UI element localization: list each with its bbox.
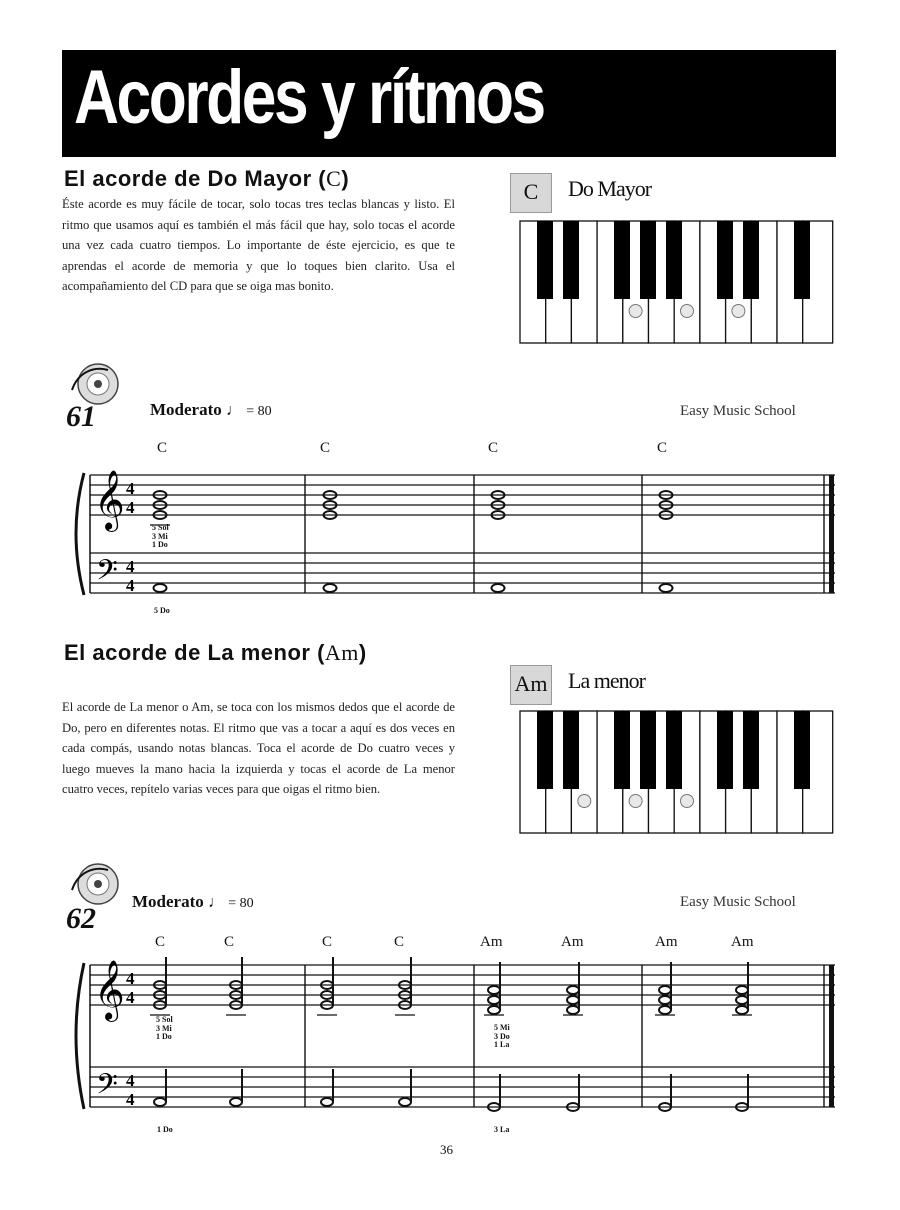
time-sig-top: 4: [126, 557, 135, 576]
track-number: 62: [66, 902, 96, 935]
time-sig-top: 4: [126, 479, 135, 498]
chord-box-label: Am: [514, 671, 548, 696]
staff-lines: [90, 475, 835, 593]
chord-symbol-box: [510, 665, 552, 705]
fingering-line: 3 Do: [494, 1031, 510, 1041]
chord-label: Am: [561, 934, 584, 950]
fingering-bass: 1 Do: [157, 1125, 173, 1134]
brace: [76, 963, 84, 1109]
time-sig-bottom: 4: [126, 988, 135, 1007]
section-body-text: El acorde de La menor o Am, se toca con los mismos dedos que el acorde de Do, pero en diferentes notas. El ritmo que vas a tocar a aquí es dos veces en cada compás, usando notas blancas. Toca el acorde de Do cuatro veces y luego mueves la mano hacia la izquierda y tocas el acorde de La menor cuatro veces, repítelo varias veces para que oigas el ritmo bien.: [62, 700, 455, 796]
section-title-la-menor: El acorde de La menor (Am): [64, 640, 367, 665]
chord-label: C: [322, 934, 333, 950]
fingering-line: 1 La: [494, 1040, 510, 1049]
chord-label: C: [394, 934, 405, 950]
piano-keyboard: [519, 710, 834, 834]
chord-label: C: [224, 934, 235, 950]
fingering-line: 3 Mi: [152, 531, 168, 541]
chord-label: Am: [731, 934, 754, 950]
fingering-bass: 3 La: [494, 1125, 510, 1134]
fingering-treble: [152, 524, 184, 550]
section-chord-symbol: C: [326, 166, 342, 191]
bar-lines: [305, 475, 824, 593]
page-title-bar: [62, 50, 836, 157]
chord-box-label: C: [523, 179, 539, 204]
final-barline: [829, 965, 834, 1107]
fingering-line: 5 Sol: [156, 1015, 173, 1024]
half-note-chords: [150, 957, 752, 1111]
chord-label: C: [488, 440, 499, 456]
bass-clef: 𝄢: [96, 1068, 118, 1108]
section-chord-symbol: Am: [324, 640, 359, 665]
chord-label: C: [155, 934, 166, 950]
whole-note-chords: [150, 491, 673, 592]
time-sig-bottom: 4: [126, 1090, 135, 1109]
fingering-line: 1 Do: [152, 540, 168, 549]
chord-name: Do Mayor: [568, 176, 652, 201]
tempo-marking: Moderato ♩ = 80: [132, 892, 254, 911]
chord-symbol-box: [510, 173, 552, 213]
treble-clef: 𝄞: [94, 960, 125, 1020]
fingering-line: 3 Mi: [156, 1023, 172, 1033]
credit-text: Easy Music School: [680, 894, 796, 910]
tempo-bpm: = 80: [246, 404, 272, 419]
chord-label: C: [657, 440, 668, 456]
tempo-marking: Moderato ♩ = 80: [150, 400, 272, 419]
page-title: Acordes y rítmos: [74, 55, 544, 140]
time-sig-top: 4: [126, 969, 135, 988]
tempo-bpm: = 80: [228, 896, 254, 911]
fingering-line: 5 Sol: [152, 523, 169, 532]
fingering-treble: [156, 1016, 190, 1042]
credit-text: Easy Music School: [680, 403, 796, 419]
tempo-label: Moderato: [132, 892, 204, 911]
section-title-do-mayor: El acorde de Do Mayor (C): [64, 166, 350, 191]
bass-clef: 𝄢: [96, 554, 118, 594]
brace: [76, 473, 84, 595]
piano-keyboard: [519, 220, 834, 344]
section-body-text: Éste acorde es muy fácile de tocar, solo tocas tres teclas blancas y listo. El ritmo que usamos aquí es también el más fácil que hay, solo tocas el acorde una vez cada cuatro tiempos. Lo importante de éste ejercicio, es que te aprendas el acorde de memoria y que lo toques bien clarito. Usa el acompañamiento del CD para que se oiga mas bonito.: [62, 197, 455, 293]
treble-clef: 𝄞: [94, 470, 125, 530]
fingering-bass: 5 Do: [154, 606, 170, 615]
section-title-text: El acorde de La menor: [64, 640, 311, 665]
chord-label: Am: [655, 934, 678, 950]
track-number: 61: [66, 400, 96, 433]
time-sig-bottom: 4: [126, 576, 135, 595]
page-number: 36: [440, 1142, 453, 1157]
chord-name: La menor: [568, 668, 645, 693]
chord-label: Am: [480, 934, 503, 950]
fingering-line: 1 Do: [156, 1032, 172, 1041]
chord-label: C: [157, 440, 168, 456]
fingering-line: 5 Mi: [494, 1023, 510, 1032]
final-barline: [829, 475, 834, 593]
staff-lines: [90, 965, 835, 1107]
chord-label: C: [320, 440, 331, 456]
tempo-label: Moderato: [150, 400, 222, 419]
time-sig-top: 4: [126, 1071, 135, 1090]
time-sig-bottom: 4: [126, 498, 135, 517]
fingering-treble: [494, 1024, 528, 1050]
section-title-text: El acorde de Do Mayor: [64, 166, 312, 191]
